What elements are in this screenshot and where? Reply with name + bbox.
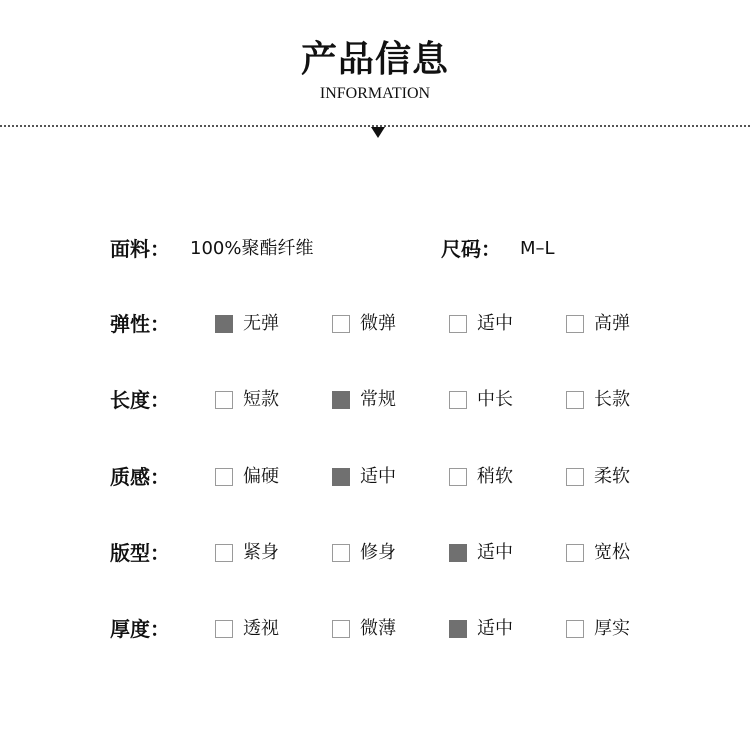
size-value: M–L bbox=[520, 238, 555, 259]
material-size-row bbox=[0, 234, 750, 264]
triangle-down-icon bbox=[371, 127, 385, 138]
checkbox[interactable] bbox=[449, 620, 467, 638]
attribute-row-thickness bbox=[0, 614, 750, 644]
attribute-label: 弹性： bbox=[110, 312, 170, 336]
material-value: 100%聚酯纤维 bbox=[190, 238, 314, 259]
attribute-row-fit bbox=[0, 538, 750, 568]
checkbox[interactable] bbox=[332, 315, 350, 333]
checkbox[interactable] bbox=[215, 544, 233, 562]
checkbox[interactable] bbox=[332, 544, 350, 562]
checkbox[interactable] bbox=[332, 468, 350, 486]
option-label: 紧身 bbox=[243, 542, 279, 563]
option-label: 偏硬 bbox=[243, 466, 279, 487]
checkbox[interactable] bbox=[215, 315, 233, 333]
checkbox[interactable] bbox=[449, 391, 467, 409]
option-label: 柔软 bbox=[594, 466, 630, 487]
option-label: 中长 bbox=[477, 389, 513, 410]
checkbox[interactable] bbox=[332, 620, 350, 638]
option-label: 常规 bbox=[360, 389, 396, 410]
page-subtitle: INFORMATION bbox=[319, 85, 431, 102]
size-label: 尺码： bbox=[441, 237, 501, 261]
option-label: 稍软 bbox=[477, 466, 513, 487]
option-label: 适中 bbox=[477, 313, 513, 334]
attribute-label: 长度： bbox=[110, 388, 170, 412]
checkbox[interactable] bbox=[566, 620, 584, 638]
attribute-row-elasticity bbox=[0, 309, 750, 339]
material-label: 面料： bbox=[110, 237, 170, 261]
attribute-row-texture bbox=[0, 462, 750, 492]
option-label: 适中 bbox=[477, 618, 513, 639]
checkbox[interactable] bbox=[215, 620, 233, 638]
attribute-row-length bbox=[0, 385, 750, 415]
attribute-label: 版型： bbox=[110, 541, 170, 565]
checkbox[interactable] bbox=[566, 315, 584, 333]
page-title: 产品信息 bbox=[300, 39, 449, 80]
option-label: 透视 bbox=[243, 618, 279, 639]
attribute-label: 厚度： bbox=[110, 617, 170, 641]
checkbox[interactable] bbox=[449, 468, 467, 486]
option-label: 短款 bbox=[243, 389, 279, 410]
checkbox[interactable] bbox=[566, 391, 584, 409]
attribute-label: 质感： bbox=[110, 465, 170, 489]
option-label: 修身 bbox=[360, 542, 396, 563]
checkbox[interactable] bbox=[449, 315, 467, 333]
option-label: 无弹 bbox=[243, 313, 279, 334]
checkbox[interactable] bbox=[215, 391, 233, 409]
option-label: 微薄 bbox=[360, 618, 396, 639]
option-label: 长款 bbox=[594, 389, 630, 410]
option-label: 宽松 bbox=[594, 542, 630, 563]
option-label: 高弹 bbox=[594, 313, 630, 334]
checkbox[interactable] bbox=[566, 468, 584, 486]
checkbox[interactable] bbox=[566, 544, 584, 562]
option-label: 微弹 bbox=[360, 313, 396, 334]
checkbox[interactable] bbox=[215, 468, 233, 486]
option-label: 适中 bbox=[360, 466, 396, 487]
checkbox[interactable] bbox=[449, 544, 467, 562]
option-label: 适中 bbox=[477, 542, 513, 563]
option-label: 厚实 bbox=[594, 618, 630, 639]
checkbox[interactable] bbox=[332, 391, 350, 409]
